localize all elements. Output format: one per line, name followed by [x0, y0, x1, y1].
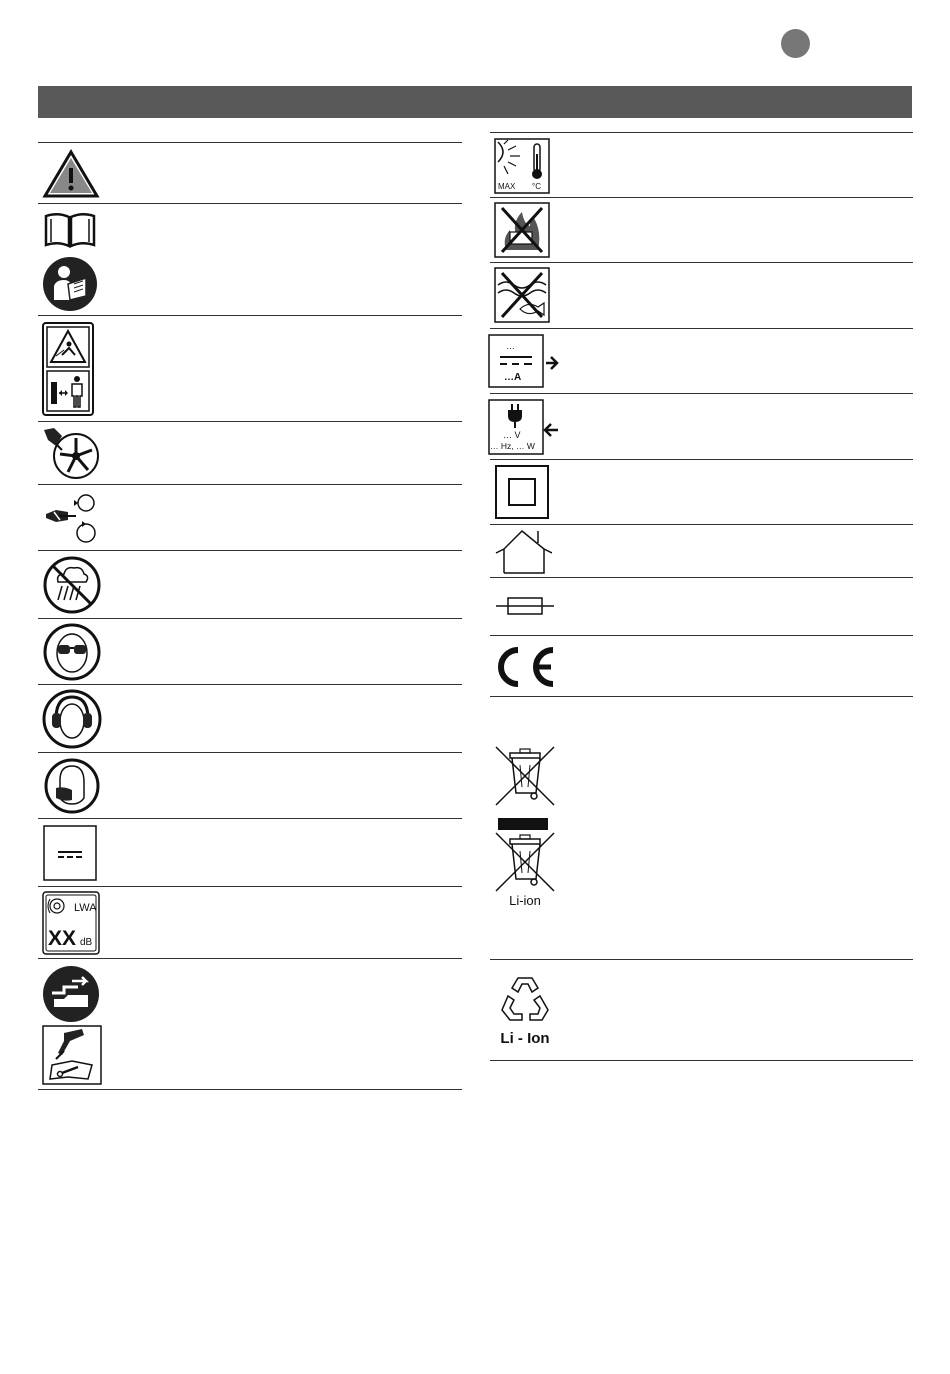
symbols-table-left — [38, 142, 462, 1090]
battery-bar-icon — [498, 818, 548, 830]
charger-input-hz-label: … Hz, … W — [490, 441, 535, 451]
charger-output-label: …A — [504, 372, 522, 383]
read-manual-person-icon — [42, 256, 98, 312]
symbol-row-class-two — [490, 460, 913, 525]
symbol-row-charger-output — [490, 329, 913, 394]
symbol-row-weee — [490, 697, 913, 960]
symbol-row-max-temperature — [490, 132, 913, 198]
temperature-max-label: MAX — [498, 182, 516, 191]
class-two-double-insulation-icon — [494, 464, 550, 520]
symbol-row-no-fire — [490, 198, 913, 263]
blade-continues-rotating-icon — [42, 490, 102, 546]
symbols-table-right — [490, 132, 913, 1061]
keep-bystanders-away-icon — [42, 322, 94, 416]
battery-li-ion-label: Li-ion — [509, 893, 541, 908]
wear-ear-protection-icon — [42, 689, 102, 749]
recycle-li-ion-label: Li - Ion — [500, 1030, 550, 1047]
weee-crossed-bin-icon — [494, 745, 556, 807]
symbol-row-maintenance — [38, 959, 462, 1090]
sound-unit-label: dB — [80, 937, 93, 948]
symbol-row-direct-current — [38, 819, 462, 887]
symbol-row-warning — [38, 142, 462, 204]
charger-input-voltage-icon — [488, 398, 562, 456]
do-not-burn-icon — [494, 202, 550, 258]
symbol-row-blade-rotating — [38, 485, 462, 551]
symbol-row-dust-mask — [38, 753, 462, 819]
ce-mark-icon — [490, 644, 558, 690]
max-temperature-sun-icon — [494, 138, 550, 194]
indoor-use-only-icon — [494, 527, 552, 575]
symbol-row-blade-hazard — [38, 422, 462, 485]
remove-battery-before-maintenance-icon — [42, 965, 100, 1023]
fuse-icon — [494, 592, 556, 620]
symbol-row-sound-power — [38, 887, 462, 959]
sound-lwa-label: LWA — [74, 902, 97, 914]
charger-output-top-label: … — [506, 341, 515, 351]
do-not-dispose-in-water-icon — [494, 267, 550, 323]
charger-output-current-icon — [488, 333, 562, 389]
sound-value-label: XX — [48, 927, 77, 950]
language-badge — [781, 29, 810, 58]
symbol-row-recycle — [490, 960, 913, 1061]
symbol-row-eye-protection — [38, 619, 462, 685]
symbol-row-ear-protection — [38, 685, 462, 753]
read-manual-book-icon — [42, 210, 98, 250]
sound-power-level-icon — [42, 891, 100, 955]
symbol-row-read-manual — [38, 204, 462, 316]
section-header-bar — [38, 86, 912, 118]
charger-input-voltage-label: … V — [503, 430, 521, 440]
symbol-row-no-rain — [38, 551, 462, 619]
symbol-row-indoor-use — [490, 525, 913, 578]
do-not-expose-to-rain-icon — [42, 556, 102, 614]
rotating-blade-hand-hazard-icon — [42, 426, 102, 480]
direct-current-icon — [42, 824, 98, 882]
temperature-unit-label: °C — [532, 182, 541, 191]
symbol-row-fuse — [490, 578, 913, 636]
recycle-li-ion-icon — [494, 970, 556, 1028]
warning-triangle-icon — [42, 149, 100, 199]
symbol-row-bystanders — [38, 316, 462, 422]
wear-eye-protection-icon — [42, 623, 102, 681]
symbol-row-ce — [490, 636, 913, 697]
battery-crossed-bin-icon — [494, 831, 556, 895]
symbol-row-charger-input — [490, 394, 913, 460]
symbol-row-no-water — [490, 263, 913, 329]
wear-dust-mask-icon — [42, 758, 102, 814]
maintenance-instructions-icon — [42, 1025, 102, 1085]
